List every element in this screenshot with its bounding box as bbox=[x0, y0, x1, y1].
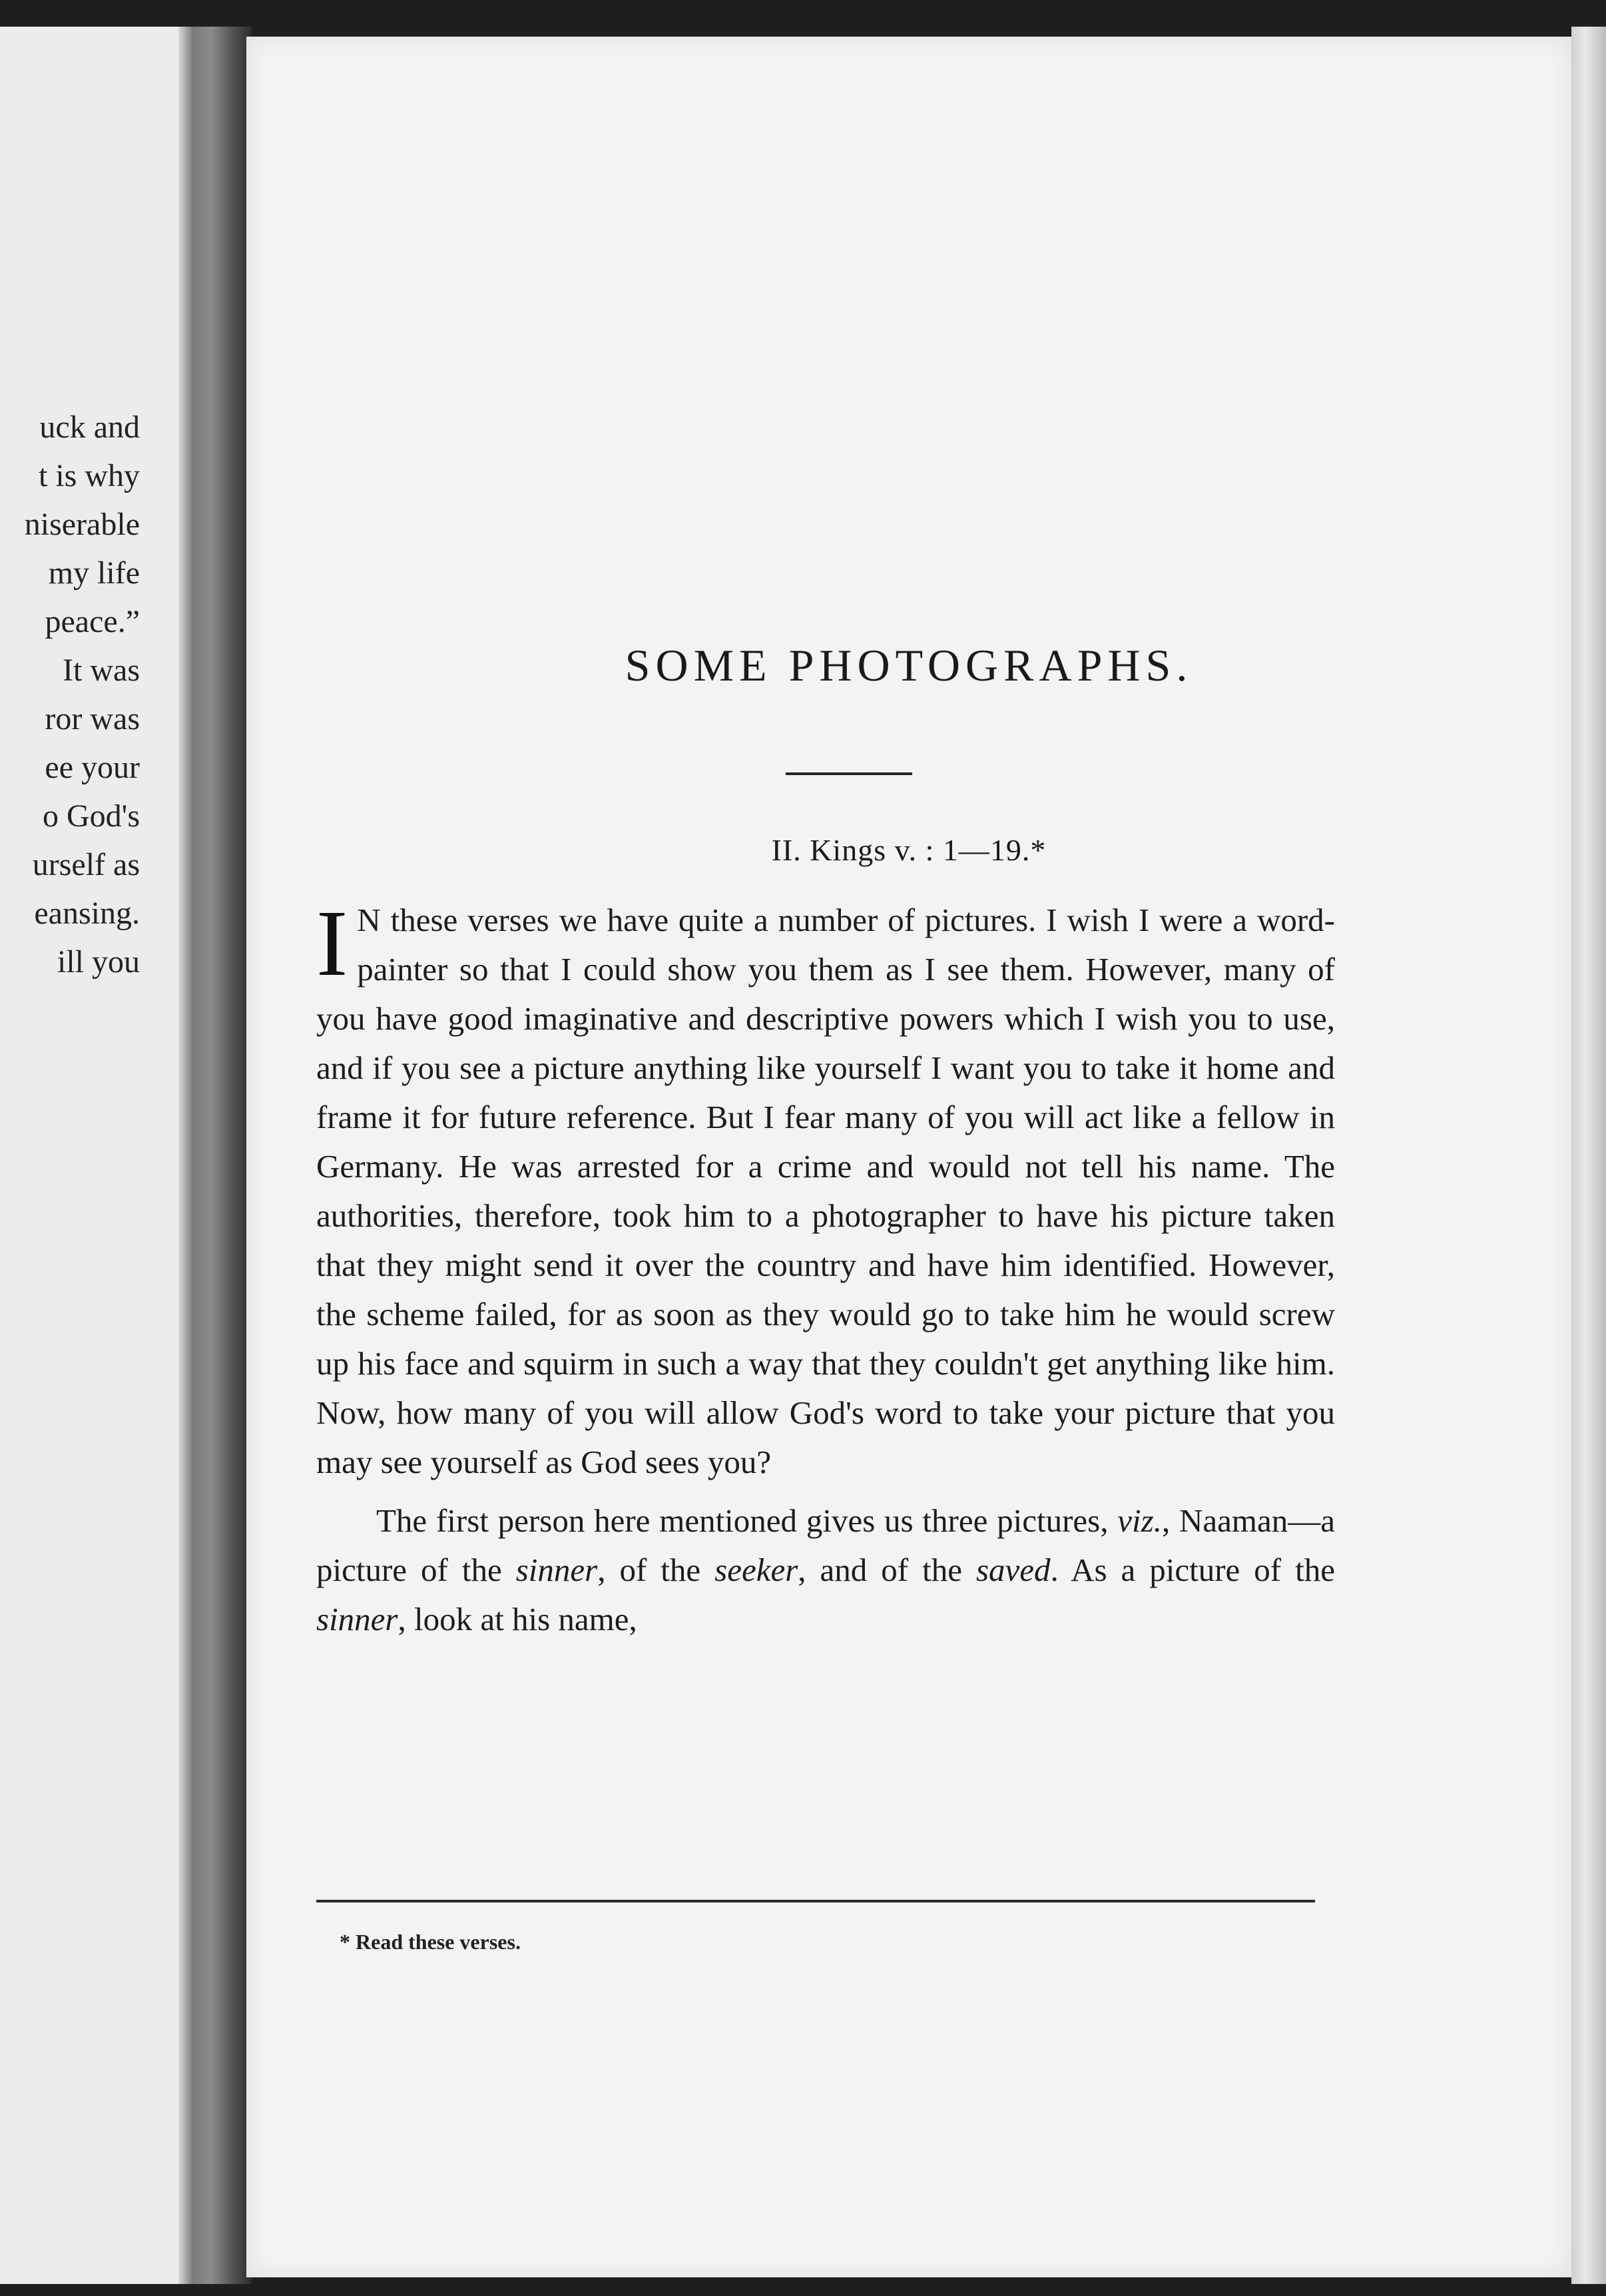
paragraph-2-text: , of the bbox=[597, 1552, 715, 1588]
chapter-title: SOME PHOTOGRAPHS. bbox=[625, 640, 1193, 691]
drop-cap: I bbox=[316, 890, 348, 996]
left-line: niserable bbox=[24, 507, 140, 542]
italic-word: saved bbox=[975, 1552, 1051, 1588]
left-line: ill you bbox=[57, 944, 140, 980]
book-gutter bbox=[178, 27, 252, 2284]
left-line: t is why bbox=[38, 458, 140, 493]
paragraph-2 bbox=[316, 1496, 1335, 1644]
italic-word: sinner bbox=[515, 1552, 598, 1588]
italic-word: viz. bbox=[1117, 1502, 1162, 1539]
left-line: my life bbox=[48, 555, 140, 591]
left-line: urself as bbox=[32, 847, 140, 882]
paragraph-1 bbox=[316, 890, 1335, 1487]
footnote: * Read these verses. bbox=[340, 1930, 521, 1954]
right-page bbox=[246, 37, 1571, 2277]
paragraph-2-text: , and of the bbox=[798, 1552, 976, 1588]
left-line: ror was bbox=[45, 701, 140, 736]
paragraph-2-text: , Naaman—a picture of the bbox=[316, 1502, 1336, 1588]
footnote-divider bbox=[316, 1900, 1315, 1902]
paragraph-2-text: . As a picture of the bbox=[1050, 1552, 1335, 1588]
italic-word: sinner bbox=[316, 1601, 398, 1637]
left-line: eansing. bbox=[34, 896, 140, 931]
left-line: uck and bbox=[39, 410, 140, 445]
italic-word: seeker bbox=[714, 1552, 798, 1588]
left-page-text-fragments bbox=[0, 403, 140, 986]
scripture-reference: II. Kings v. : 1—19.* bbox=[771, 833, 1047, 867]
page-edge-stack bbox=[1571, 27, 1606, 2284]
paragraph-2-text: The first person here mentioned gives us three pictures, bbox=[376, 1502, 1118, 1539]
left-line: It was bbox=[63, 653, 140, 688]
left-line: peace.” bbox=[45, 604, 140, 639]
left-line: ee your bbox=[45, 750, 140, 785]
body-text bbox=[316, 890, 1336, 1644]
title-divider bbox=[786, 772, 912, 775]
paragraph-2-text: , look at his name, bbox=[398, 1601, 637, 1637]
paragraph-1-text: N these verses we have quite a number of pictures. I wish I were a word-painter so that I could show you them as I see them. However, many of you have good imaginative and descriptive powers which I wish you to use, and if you see a picture anything like yourself I want you to take it home and frame it for future reference. But I fear many of you will act like a fellow in Germany. He was arrested for a crime and would not tell his name. The authorities, therefore, took him to a photographer to have his picture taken that they might send it over the country and have him identified. However, the scheme failed, for as soon as they would go to take him he would screw up his face and squirm in such a way that they couldn't get anything like him. Now, how many of you will allow God's word to take your picture that you may see yourself as God sees you? bbox=[316, 902, 1335, 1480]
left-line: o God's bbox=[43, 798, 140, 834]
